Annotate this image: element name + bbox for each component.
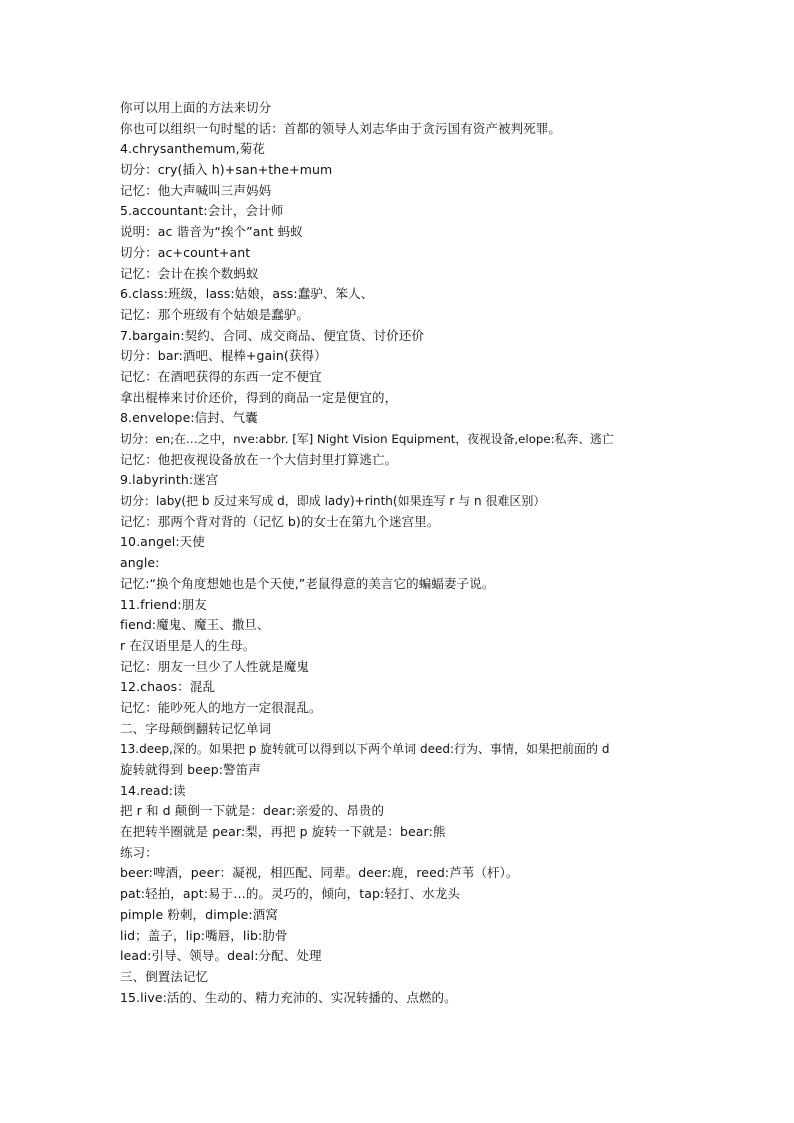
text-line: 记忆：朋友一旦少了人性就是魔鬼 xyxy=(120,658,310,674)
text-line: fiend:魔鬼、魔王、撒旦、 xyxy=(120,617,270,633)
text-line: 切分：cry(插入 h)+san+the+mum xyxy=(120,162,333,178)
text-line: 记忆：那个班级有个姑娘是蠢驴。 xyxy=(120,306,310,322)
text-line: 记忆：会计在挨个数蚂蚁 xyxy=(120,265,259,281)
text-line: 切分：laby(把 b 反过来写成 d，即成 lady)+rinth(如果连写 r 与 n 很难区别） xyxy=(120,494,546,509)
entry-heading: 10.angel:天使 xyxy=(120,534,205,550)
entry-heading: 12.chaos：混乱 xyxy=(120,679,216,695)
text-line: 记忆:“换个角度想她也是个天使,”老鼠得意的美言它的蝙蝠妻子说。 xyxy=(120,575,495,591)
text-line: 记忆：那两个背对背的（记忆 b)的女士在第九个迷宫里。 xyxy=(120,513,440,529)
entry-heading: 7.bargain:契约、合同、成交商品、便宜货、讨价还价 xyxy=(120,327,425,343)
text-line: 在把转半圈就是 pear:梨，再把 p 旋转一下就是：bear:熊 xyxy=(120,824,446,840)
section-heading: 三、倒置法记忆 xyxy=(120,968,209,984)
text-line: 记忆：在酒吧获得的东西一定不便宜 xyxy=(120,368,322,384)
text-line: lid；盖子，lip:嘴唇，lib:肋骨 xyxy=(120,927,288,943)
entry-heading: 13.deep,深的。如果把 p 旋转就可以得到以下两个单词 deed:行为、事情，如果把前面的 d xyxy=(120,742,610,757)
text-line: 记忆：能吵死人的地方一定很混乱。 xyxy=(120,699,322,715)
text-line: 记忆：他把夜视设备放在一个大信封里打算逃亡。 xyxy=(120,451,398,467)
text-line: 练习： xyxy=(120,844,158,860)
text-line: 切分：bar:酒吧、棍棒+gain(获得） xyxy=(120,348,327,364)
entry-heading: 11.friend:朋友 xyxy=(120,596,207,612)
text-line: r 在汉语里是人的生母。 xyxy=(120,637,256,653)
text-line: 切分：ac+count+ant xyxy=(120,244,251,260)
text-line: lead:引导、领导。deal:分配、处理 xyxy=(120,948,322,964)
text-line: 旋转就得到 beep:警笛声 xyxy=(120,762,261,777)
text-line: 切分：en;在…之中，nve:abbr. [军] Night Vision Equipment，夜视设备,elope:私奔、逃亡 xyxy=(120,432,614,446)
text-line: pat:轻拍，apt:易于…的。灵巧的，倾向，tap:轻打、水龙头 xyxy=(120,886,460,902)
document-body xyxy=(120,98,680,1008)
text-line: angle: xyxy=(120,555,160,571)
entry-heading: 4.chrysanthemum,菊花 xyxy=(120,141,265,157)
entry-heading: 5.accountant:会计，会计师 xyxy=(120,203,284,219)
text-line: pimple 粉刺，dimple:酒窝 xyxy=(120,906,278,922)
text-line: 记忆：他大声喊叫三声妈妈 xyxy=(120,182,272,198)
entry-heading: 6.class:班级，lass:姑娘，ass:蠢驴、笨人、 xyxy=(120,286,374,302)
entry-heading: 8.envelope:信封、气囊 xyxy=(120,410,258,426)
entry-heading: 15.live:活的、生动的、精力充沛的、实况转播的、点燃的。 xyxy=(120,989,457,1005)
text-line: 说明：ac 谐音为“挨个”ant 蚂蚁 xyxy=(120,224,303,240)
section-heading: 二、字母颠倒翻转记忆单词 xyxy=(120,720,272,736)
entry-heading: 9.labyrinth:迷宫 xyxy=(120,472,219,488)
text-line: 把 r 和 d 颠倒一下就是：dear:亲爱的、昂贵的 xyxy=(120,803,385,819)
text-line: beer:啤酒，peer：凝视，相匹配、同辈。deer:鹿，reed:芦苇（杆）。 xyxy=(120,865,519,881)
text-line: 你可以用上面的方法来切分 xyxy=(120,100,272,115)
text-line: 拿出棍棒来讨价还价，得到的商品一定是便宜的， xyxy=(120,389,398,405)
text-line: 你也可以组织一句时髦的话：首都的领导人刘志华由于贪污国有资产被判死罪。 xyxy=(120,120,562,136)
entry-heading: 14.read:读 xyxy=(120,782,186,798)
